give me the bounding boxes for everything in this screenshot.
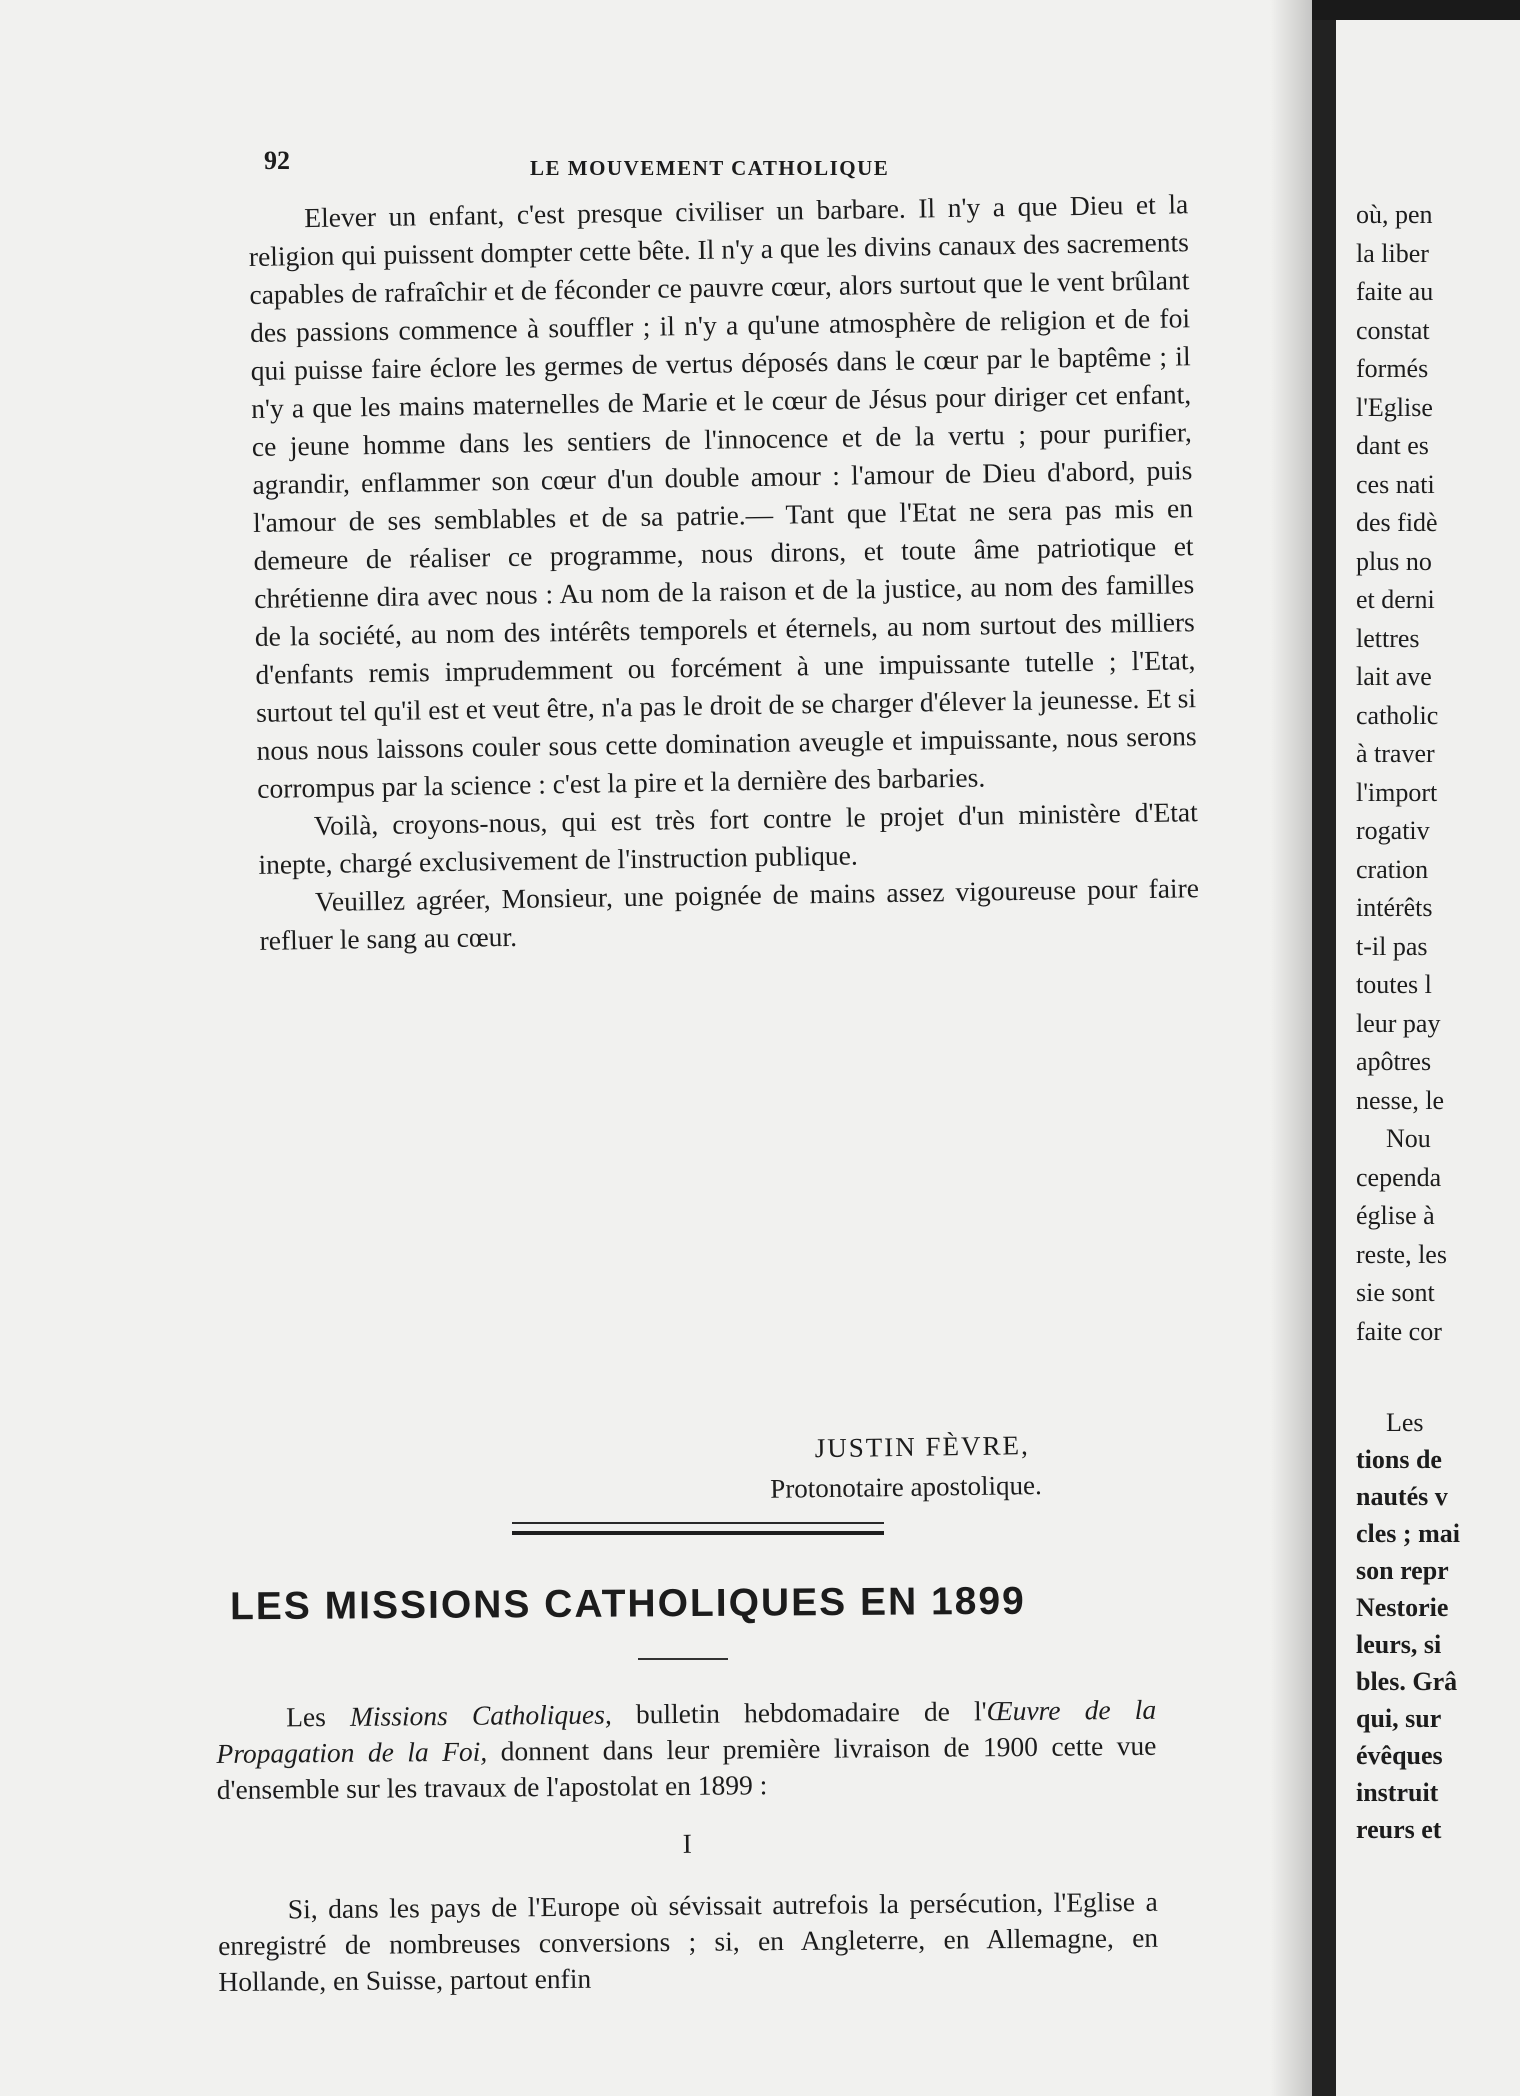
- right-line: et derni: [1356, 585, 1435, 614]
- divider-thin: [512, 1522, 884, 1524]
- right-line: l'Eglise: [1356, 392, 1433, 422]
- right-line: apôtres: [1356, 1047, 1432, 1076]
- right-line: Nou: [1386, 1124, 1431, 1153]
- article-body: [216, 1692, 1159, 2000]
- right-line: constat: [1356, 315, 1430, 345]
- right-line: dant es: [1356, 431, 1429, 460]
- section-paragraph-1: Si, dans les pays de l'Europe où sévissait autrefois la persécution, l'Eglise a enregistré de nombreuses conversions ; si, en Angleterre, en Allemagne, en Hollande, en Suisse, partout enfin: [218, 1885, 1159, 1997]
- right-line: à traver: [1356, 739, 1435, 768]
- letter-paragraph-3: Veuillez agréer, Monsieur, une poignée de mains assez vigoureuse pour faire refluer le sang au cœur.: [259, 872, 1200, 956]
- title-underline: [638, 1658, 728, 1660]
- intro-after: donnent dans leur première livraison de 1900 cette vue d'ensemble sur les travaux de l'apostolat en 1899 :: [216, 1729, 1157, 1805]
- right-line: reste, les: [1356, 1239, 1447, 1269]
- right-line: nesse, le: [1356, 1085, 1445, 1115]
- article-intro: [216, 1692, 1157, 1808]
- signature-title: Protonotaire apostolique.: [770, 1470, 1042, 1504]
- right-line: toutes l: [1356, 970, 1432, 999]
- right-line: formés: [1356, 354, 1429, 383]
- intro-before: Les: [286, 1700, 351, 1733]
- letter-body: [248, 185, 1200, 960]
- page-number: 92: [264, 146, 290, 175]
- gutter-shadow: [1270, 0, 1312, 2096]
- right-line: l'import: [1356, 777, 1438, 807]
- right-line: faite cor: [1356, 1316, 1442, 1346]
- right-page: [1312, 20, 1520, 2096]
- right-line: rogativ: [1356, 816, 1430, 845]
- right-line: leur pay: [1356, 1008, 1441, 1038]
- right-line: cependa: [1356, 1162, 1442, 1192]
- right-line: reurs et: [1356, 1815, 1442, 1844]
- right-line: qui, sur: [1356, 1704, 1442, 1733]
- letter-paragraph-2: Voilà, croyons-nous, qui est très fort contre le projet d'un ministère d'Etat inepte, chargé exclusivement de l'instruction publique.: [258, 796, 1198, 880]
- right-line: des fidè: [1356, 508, 1438, 537]
- right-line: faite au: [1356, 277, 1434, 306]
- intro-italic-oeuvre: Œuvre de la Propagation de la Foi,: [216, 1693, 1157, 1769]
- right-line: lettres: [1356, 623, 1420, 653]
- section-numeral: I: [682, 1827, 692, 1859]
- right-line: cration: [1356, 854, 1429, 884]
- article-title: LES MISSIONS CATHOLIQUES EN 1899: [229, 1579, 1026, 1629]
- divider-thick: [512, 1531, 884, 1535]
- right-line: nautés v: [1356, 1482, 1448, 1511]
- right-line: bles. Grâ: [1356, 1667, 1458, 1696]
- letter-paragraph-1: Elever un enfant, c'est presque civiliser un barbare. Il n'y a que Dieu et la religion qui puissent dompter cette bête. Il n'y a que les divins canaux des sacrements capables de rafraîchir et de féconder ce pauvre cœur, alors surtout que le vent brûlant des passions commence à souffler ; il n'y a qu'une atmosphère de religion et de foi qui puisse faire éclore les germes de vertus déposés dans le cœur par le baptême ; il n'y a que les mains maternelles de Marie et le cœur de Jésus pour diriger cet enfant, ce jeune homme dans les sentiers de l'innocence et de la vertu ; pour purifier, agrandir, enflammer son cœur d'un double amour : l'amour de Dieu d'abord, puis l'amour de ses semblables et de sa patrie.— Tant que l'Etat ne sera pas mis en demeure de réaliser ce programme, nous dirons, et toute âme patriotique et chrétienne dira avec nous : Au nom de la raison et de la justice, au nom des familles de la société, au nom des intérêts temporels et éternels, au nom surtout des milliers d'enfants remis imprudemment ou forcément à une impuissante tutelle ; l'Etat, surtout tel qu'il est et veut être, n'a pas le droit de se charger d'élever la jeunesse. Et si nous nous laissons couler sous cette domination aveugle et impuissante, nous serons corrompus par la science : c'est la pire et la dernière des barbaries.: [248, 188, 1197, 804]
- right-line: la liber: [1356, 238, 1429, 268]
- right-line: t-il pas: [1356, 931, 1428, 961]
- right-page-text-top: [1356, 196, 1520, 1351]
- right-line: son repr: [1356, 1556, 1449, 1585]
- right-line: cles ; mai: [1356, 1519, 1460, 1548]
- right-line: sie sont: [1356, 1278, 1435, 1307]
- right-line: catholic: [1356, 700, 1439, 730]
- right-line: église à: [1356, 1201, 1435, 1230]
- right-line: lait ave: [1356, 662, 1432, 691]
- right-line: instruit: [1356, 1778, 1439, 1807]
- right-line: Nestorie: [1356, 1593, 1449, 1622]
- right-line: intérêts: [1356, 893, 1433, 922]
- signature-name: JUSTIN FÈVRE,: [814, 1430, 1030, 1464]
- right-line: plus no: [1356, 546, 1432, 576]
- intro-mid: bulletin hebdomadaire de l': [611, 1695, 987, 1730]
- running-head: LE MOUVEMENT CATHOLIQUE: [530, 156, 890, 180]
- signature: [769, 1423, 1170, 1509]
- right-line: où, pen: [1356, 200, 1433, 229]
- right-line: évêques: [1356, 1741, 1443, 1770]
- intro-italic-missions: Missions Catholiques,: [349, 1698, 612, 1732]
- right-line: ces nati: [1356, 469, 1435, 499]
- right-line: tions de: [1356, 1445, 1442, 1474]
- page-header: [264, 146, 1194, 186]
- right-line: Les: [1386, 1408, 1424, 1437]
- right-page-text-bottom: [1356, 1404, 1520, 1848]
- right-line: leurs, si: [1356, 1630, 1442, 1659]
